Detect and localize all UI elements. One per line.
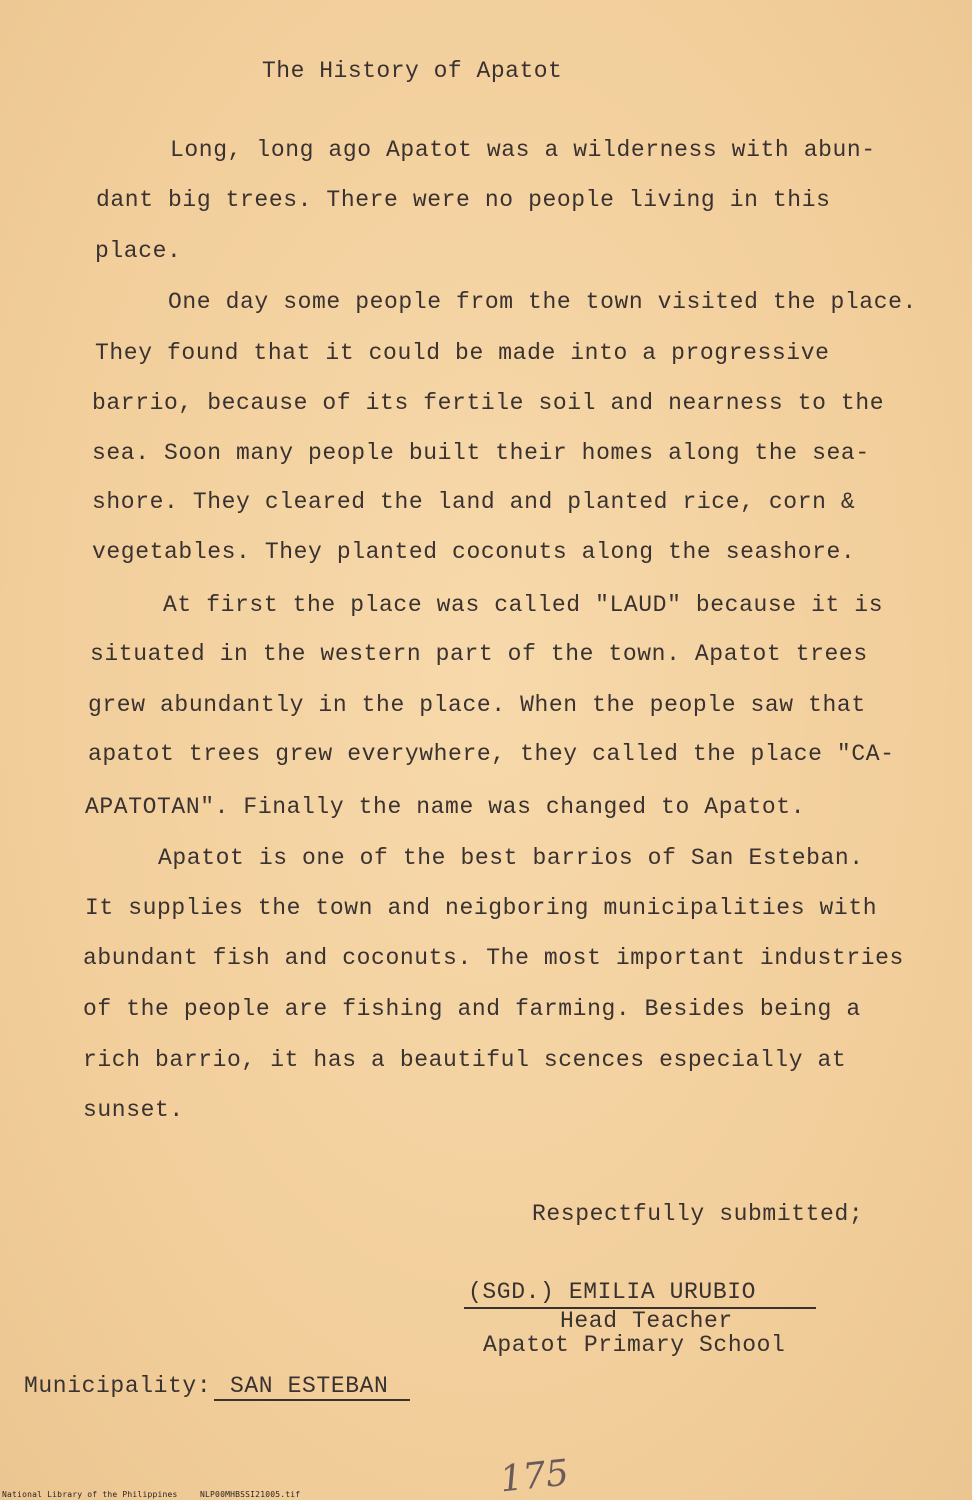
body-line: Apatot is one of the best barrios of San Esteban. xyxy=(158,845,864,871)
municipality-label: Municipality: xyxy=(24,1373,212,1399)
page-title: The History of Apatot xyxy=(262,58,563,84)
body-line: rich barrio, it has a beautiful scences especially at xyxy=(83,1047,847,1073)
body-line: They found that it could be made into a progressive xyxy=(95,340,830,366)
body-line: Long, long ago Apatot was a wilderness with abun- xyxy=(170,137,876,163)
body-line: sea. Soon many people built their homes along the sea- xyxy=(92,440,870,466)
body-line: of the people are fishing and farming. Besides being a xyxy=(83,996,861,1022)
body-line: dant big trees. There were no people living in this xyxy=(96,187,831,213)
handwritten-page-number: 175 xyxy=(498,1452,571,1500)
body-line: It supplies the town and neigboring municipalities with xyxy=(85,895,878,921)
body-line: place. xyxy=(95,238,182,264)
body-line: barrio, because of its fertile soil and nearness to the xyxy=(92,390,885,416)
body-line: At first the place was called "LAUD" because it is xyxy=(163,592,884,618)
footer-library: National Library of the Philippines xyxy=(2,1490,178,1499)
municipality-value: SAN ESTEBAN xyxy=(230,1373,389,1399)
signer-title: Head Teacher xyxy=(560,1308,733,1334)
signer-school: Apatot Primary School xyxy=(483,1332,786,1358)
signature-name: (SGD.) EMILIA URUBIO xyxy=(468,1279,757,1305)
body-line: APATOTAN". Finally the name was changed to Apatot. xyxy=(85,794,806,820)
body-line: abundant fish and coconuts. The most important industries xyxy=(83,945,904,971)
closing-text: Respectfully submitted; xyxy=(532,1201,864,1227)
body-line: grew abundantly in the place. When the people saw that xyxy=(88,692,866,718)
body-line: One day some people from the town visited the place. xyxy=(168,289,917,315)
municipality-underline xyxy=(214,1399,410,1401)
body-line: vegetables. They planted coconuts along the seashore. xyxy=(92,539,856,565)
body-line: sunset. xyxy=(83,1097,184,1123)
footer-filename: NLP00MHBSSI21005.tif xyxy=(200,1490,301,1499)
body-line: shore. They cleared the land and planted rice, corn & xyxy=(92,489,856,515)
body-line: situated in the western part of the town. Apatot trees xyxy=(90,641,868,667)
body-line: apatot trees grew everywhere, they called the place "CA- xyxy=(88,741,895,767)
